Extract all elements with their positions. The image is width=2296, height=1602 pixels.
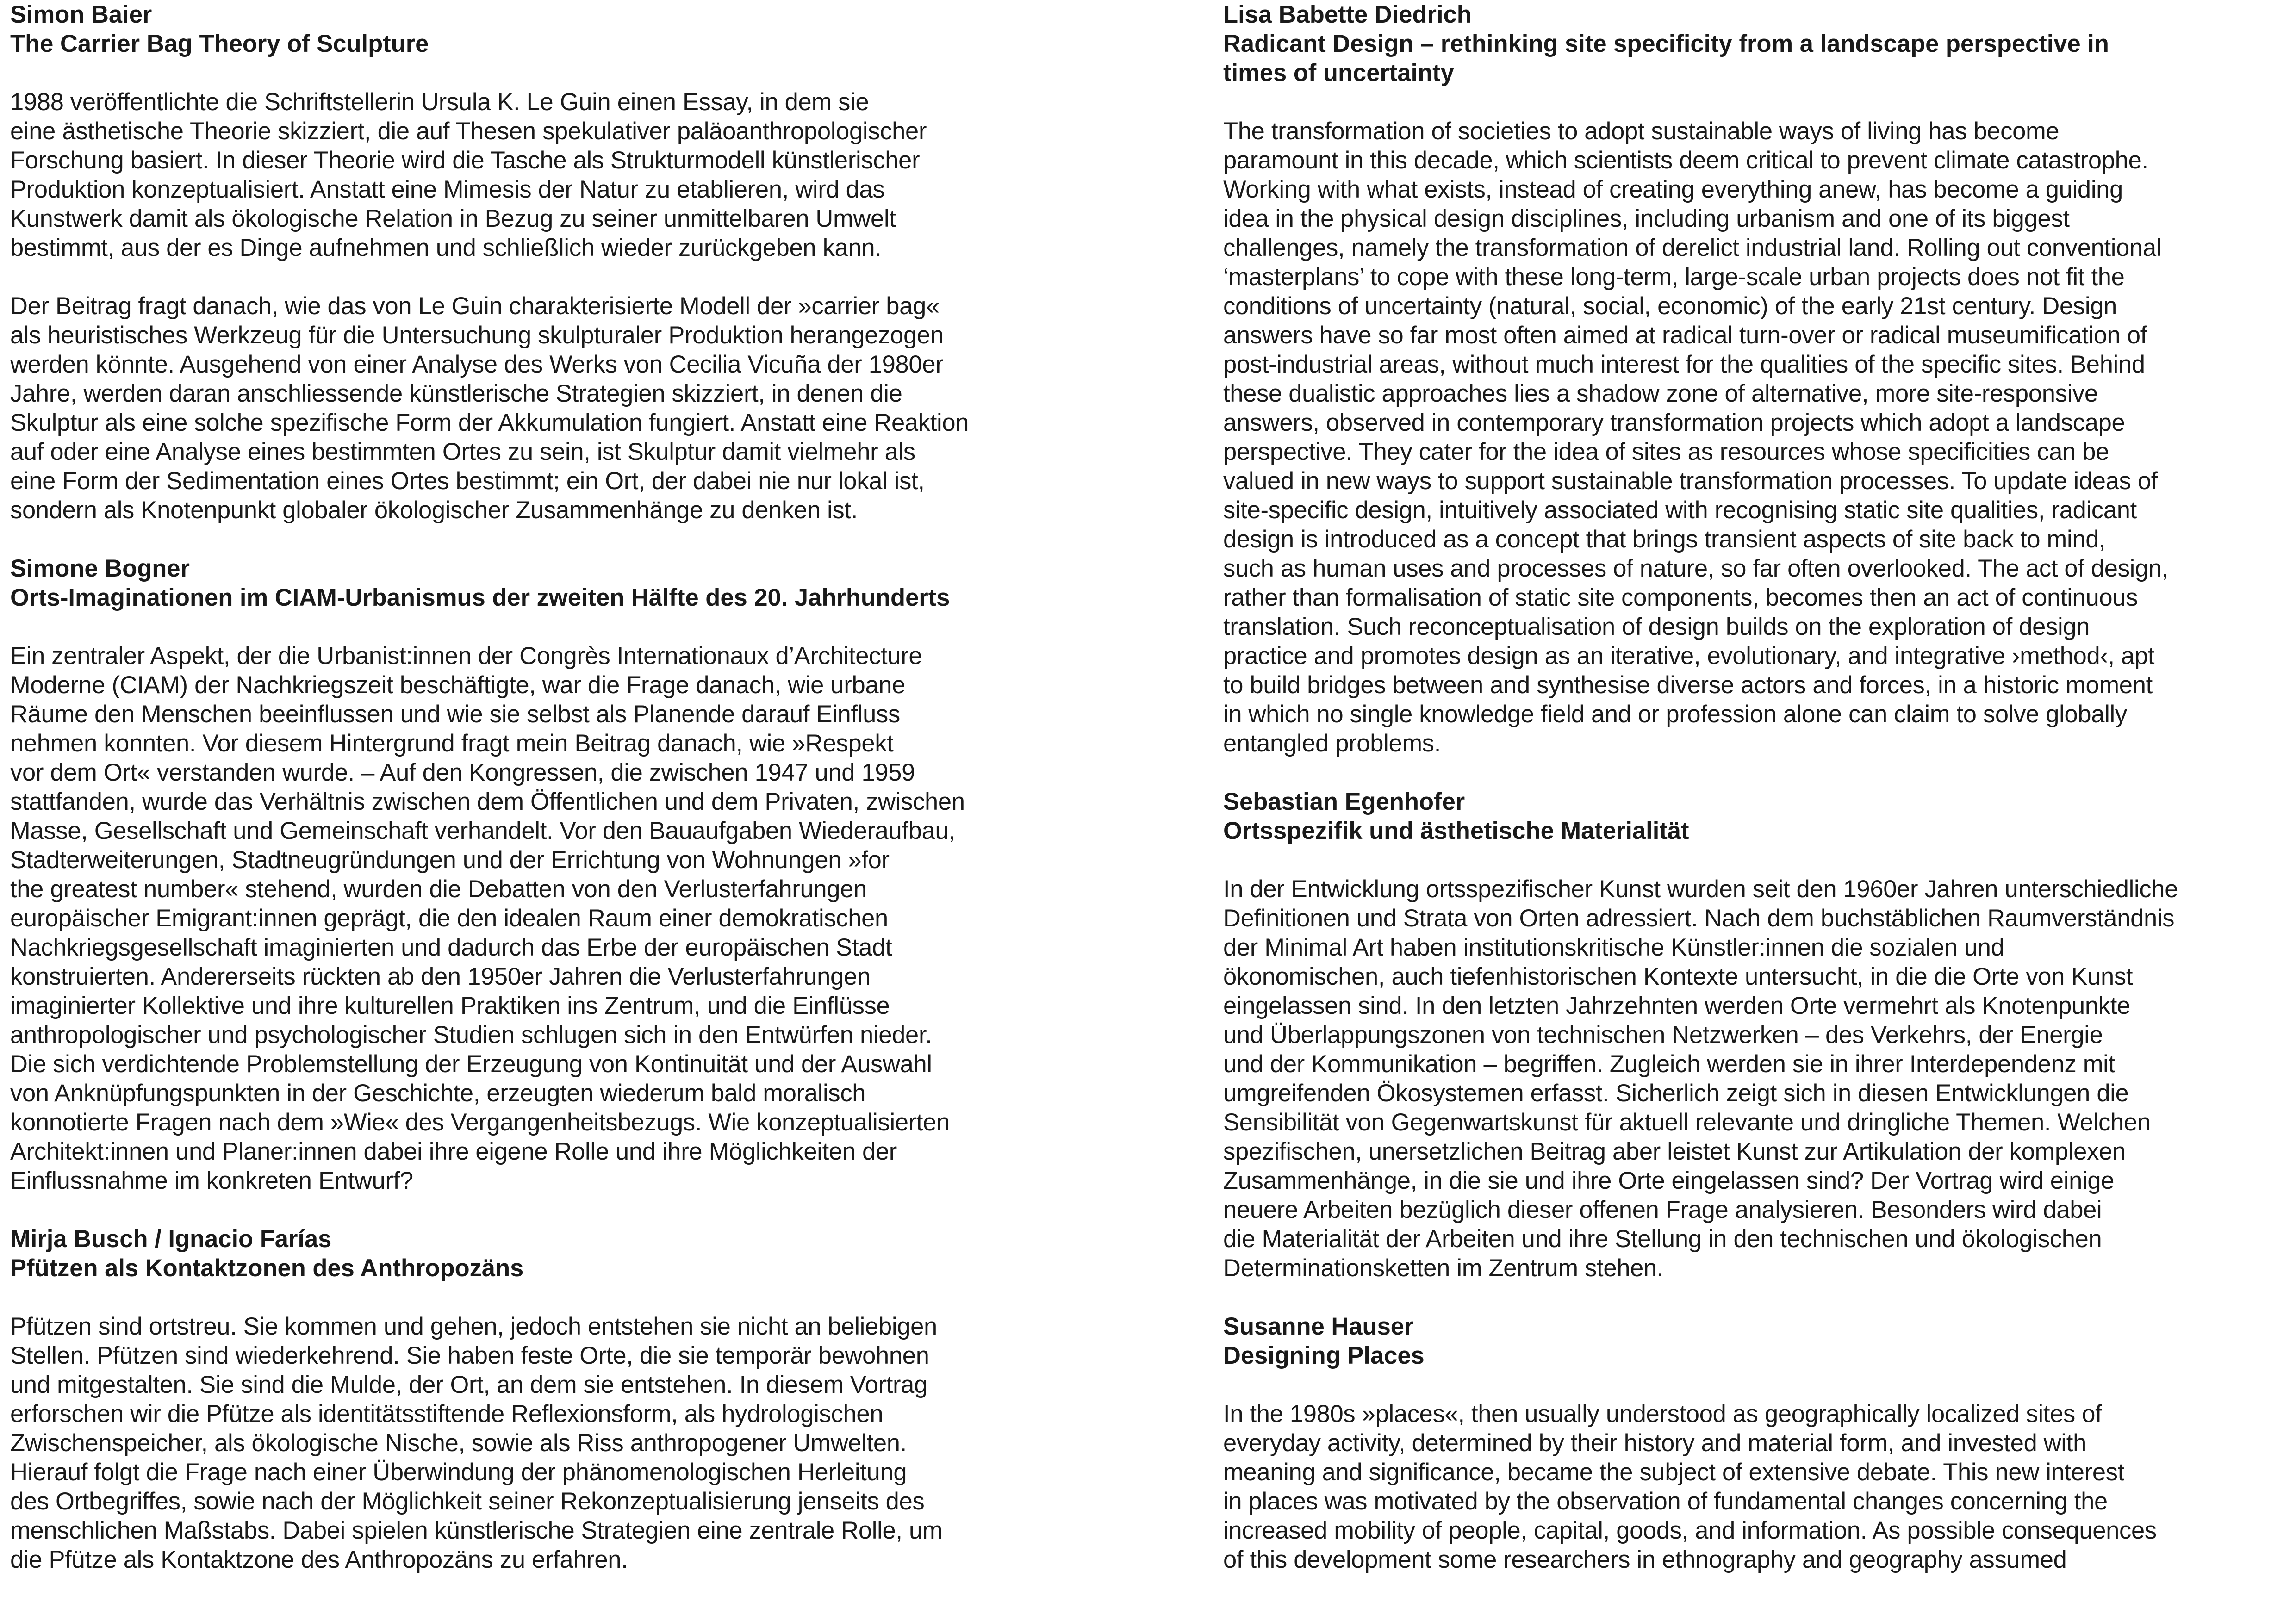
spacer	[1223, 845, 2296, 875]
text-line: everyday activity, determined by their history and material form, and invested with	[1223, 1429, 2086, 1457]
talk-title: Pfützen als Kontaktzonen des Anthropozäns	[10, 1254, 524, 1282]
text-line: Zwischenspeicher, als ökologische Nische, sowie als Riss anthropogener Umwelten.	[10, 1429, 907, 1457]
text-line: des Ortbegriffes, sowie nach der Möglichkeit seiner Rekonzeptualisierung jenseits des	[10, 1488, 925, 1515]
text-line: increased mobility of people, capital, goods, and information. As possible consequences	[1223, 1517, 2157, 1544]
author-name: Simone Bogner	[10, 555, 190, 582]
text-line: bestimmt, aus der es Dinge aufnehmen und schließlich wieder zurückgeben kann.	[10, 234, 882, 261]
text-line: Hierauf folgt die Frage nach einer Überwindung der phänomenologischen Herleitung	[10, 1459, 907, 1486]
spacer	[10, 612, 1112, 641]
text-line: eingelassen sind. In den letzten Jahrzehnten werden Orte vermehrt als Knotenpunkte	[1223, 992, 2130, 1019]
text-line: in which no single knowledge field and or profession alone can claim to solve globally	[1223, 701, 2127, 728]
text-line: rather than formalisation of static site components, becomes then an act of continuous	[1223, 584, 2138, 611]
text-line: 1988 veröffentlichte die Schriftstellerin Ursula K. Le Guin einen Essay, in dem sie	[10, 88, 869, 116]
text-line: Einflussnahme im konkreten Entwurf?	[10, 1167, 413, 1194]
text-line: Determinationsketten im Zentrum stehen.	[1223, 1254, 1664, 1282]
text-line: conditions of uncertainty (natural, social, economic) of the early 21st century. Design	[1223, 292, 2117, 320]
text-line: challenges, namely the transformation of derelict industrial land. Rolling out conventional	[1223, 234, 2162, 261]
text-line: imaginierter Kollektive und ihre kulturellen Praktiken ins Zentrum, und die Einflüsse	[10, 992, 890, 1019]
text-line: paramount in this decade, which scientists deem critical to prevent climate catastrophe.	[1223, 147, 2148, 174]
text-line: von Anknüpfungspunkten in der Geschichte, erzeugten wiederum bald moralisch	[10, 1080, 866, 1107]
text-line: Pfützen sind ortstreu. Sie kommen und gehen, jedoch entstehen sie nicht an beliebigen	[10, 1313, 937, 1340]
text-line: design is introduced as a concept that brings transient aspects of site back to mind,	[1223, 526, 2106, 553]
text-line: Architekt:innen und Planer:innen dabei ihre eigene Rolle und ihre Möglichkeiten der	[10, 1138, 897, 1165]
text-line: answers have so far most often aimed at radical turn-over or radical museumification of	[1223, 322, 2147, 349]
abstract-paragraph	[10, 1312, 1112, 1574]
text-line: auf oder eine Analyse eines bestimmten Ortes zu sein, ist Skulptur damit vielmehr als	[10, 438, 915, 466]
entry-simon-baier	[10, 0, 1112, 525]
entry-simone-bogner	[10, 554, 1112, 1195]
text-line: the greatest number« stehend, wurden die Debatten von den Verlusterfahrungen	[10, 876, 867, 903]
text-line: in places was motivated by the observation of fundamental changes concerning the	[1223, 1488, 2108, 1515]
text-line: umgreifenden Ökosystemen erfasst. Sicherlich zeigt sich in diesen Entwicklungen die	[1223, 1080, 2129, 1107]
abstract-paragraph	[1223, 117, 2296, 758]
text-line: und mitgestalten. Sie sind die Mulde, der Ort, an dem sie entstehen. In diesem Vortrag	[10, 1371, 927, 1398]
text-line: Produktion konzeptualisiert. Anstatt eine Mimesis der Natur zu etablieren, wird das	[10, 176, 885, 203]
text-line: nehmen konnten. Vor diesem Hintergrund fragt mein Beitrag danach, wie »Respekt	[10, 730, 894, 757]
text-line: In der Entwicklung ortsspezifischer Kunst wurden seit den 1960er Jahren unterschiedliche	[1223, 876, 2178, 903]
abstract-paragraph	[1223, 875, 2296, 1283]
author-name: Mirja Busch / Ignacio Farías	[10, 1225, 332, 1253]
author-name: Lisa Babette Diedrich	[1223, 1, 1472, 28]
text-line: Die sich verdichtende Problemstellung der Erzeugung von Kontinuität und der Auswahl	[10, 1050, 932, 1078]
text-line: ökonomischen, auch tiefenhistorischen Kontexte untersucht, in die die Orte von Kunst	[1223, 963, 2133, 990]
text-line: Skulptur als eine solche spezifische Form der Akkumulation fungiert. Anstatt eine Reaktion	[10, 409, 969, 436]
text-line: als heuristisches Werkzeug für die Untersuchung skulpturaler Produktion herangezogen	[10, 322, 944, 349]
left-column	[10, 0, 1112, 1574]
text-line: erforschen wir die Pfütze als identitätsstiftende Reflexionsform, als hydrologischen	[10, 1400, 884, 1428]
talk-title: Orts-Imaginationen im CIAM-Urbanismus der zweiten Hälfte des 20. Jahrhunderts	[10, 584, 950, 611]
text-line: Masse, Gesellschaft und Gemeinschaft verhandelt. Vor den Bauaufgaben Wiederaufbau,	[10, 817, 955, 844]
text-line: anthropologischer und psychologischer Studien schlugen sich in den Entwürfen nieder.	[10, 1021, 932, 1049]
text-line: konnotierte Fragen nach dem »Wie« des Vergangenheitsbezugs. Wie konzeptualisierten	[10, 1109, 950, 1136]
text-line: vor dem Ort« verstanden wurde. – Auf den Kongressen, die zwischen 1947 und 1959	[10, 759, 915, 786]
talk-title: Ortsspezifik und ästhetische Materialität	[1223, 817, 1689, 844]
text-line: menschlichen Maßstabs. Dabei spielen künstlerische Strategien eine zentrale Rolle, um	[10, 1517, 943, 1544]
text-line: post-industrial areas, without much interest for the qualities of the specific sites. Behind	[1223, 351, 2145, 378]
text-line: answers, observed in contemporary transformation projects which adopt a landscape	[1223, 409, 2125, 436]
text-line: stattfanden, wurde das Verhältnis zwischen dem Öffentlichen und dem Privaten, zwischen	[10, 788, 965, 815]
talk-title: times of uncertainty	[1223, 59, 1454, 87]
talk-title: Radicant Design – rethinking site specificity from a landscape perspective in	[1223, 30, 2109, 57]
spacer	[10, 262, 1112, 292]
spacer	[10, 1283, 1112, 1312]
text-line: die Materialität der Arbeiten und ihre Stellung in den technischen und ökologischen	[1223, 1225, 2102, 1253]
text-line: Forschung basiert. In dieser Theorie wird die Tasche als Strukturmodell künstlerischer	[10, 147, 920, 174]
spacer	[1223, 1283, 2296, 1312]
spacer	[10, 58, 1112, 87]
text-line: Stellen. Pfützen sind wiederkehrend. Sie haben feste Orte, die sie temporär bewohnen	[10, 1342, 929, 1369]
abstract-paragraph	[10, 87, 1112, 262]
entry-susanne-hauser	[1223, 1312, 2296, 1574]
text-line: eine Form der Sedimentation eines Ortes bestimmt; ein Ort, der dabei nie nur lokal ist,	[10, 467, 925, 495]
text-line: der Minimal Art haben institutionskritische Künstler:innen die sozialen und	[1223, 934, 2004, 961]
text-line: werden könnte. Ausgehend von einer Analyse des Werks von Cecilia Vicuña der 1980er	[10, 351, 944, 378]
text-line: Stadterweiterungen, Stadtneugründungen und der Errichtung von Wohnungen »for	[10, 846, 890, 874]
spacer	[10, 1195, 1112, 1224]
text-line: meaning and significance, became the subject of extensive debate. This new interest	[1223, 1459, 2124, 1486]
text-line: The transformation of societies to adopt sustainable ways of living has become	[1223, 118, 2060, 145]
text-line: entangled problems.	[1223, 730, 1441, 757]
author-name: Sebastian Egenhofer	[1223, 788, 1465, 815]
text-line: such as human uses and processes of nature, so far often overlooked. The act of design,	[1223, 555, 2169, 582]
text-line: these dualistic approaches lies a shadow zone of alternative, more site-responsive	[1223, 380, 2098, 407]
entry-sebastian-egenhofer	[1223, 787, 2296, 1283]
text-line: ‘masterplans’ to cope with these long-term, large-scale urban projects does not fit the	[1223, 263, 2125, 291]
text-line: site-specific design, intuitively associated with recognising static site qualities, radicant	[1223, 497, 2137, 524]
text-line: und der Kommunikation – begriffen. Zugleich werden sie in ihrer Interdependenz mit	[1223, 1050, 2115, 1078]
text-line: Moderne (CIAM) der Nachkriegszeit beschäftigte, war die Frage danach, wie urbane	[10, 671, 906, 699]
talk-title: Designing Places	[1223, 1342, 1425, 1369]
text-line: Jahre, werden daran anschliessende künstlerische Strategien skizziert, in denen die	[10, 380, 902, 407]
text-line: und Überlappungszonen von technischen Netzwerken – des Verkehrs, der Energie	[1223, 1021, 2103, 1049]
talk-title: The Carrier Bag Theory of Sculpture	[10, 30, 429, 57]
text-line: Ein zentraler Aspekt, der die Urbanist:innen der Congrès Internationaux d’Architecture	[10, 642, 922, 670]
text-line: perspective. They cater for the idea of sites as resources whose specificities can be	[1223, 438, 2109, 466]
text-line: sondern als Knotenpunkt globaler ökologischer Zusammenhänge zu denken ist.	[10, 497, 858, 524]
text-line: valued in new ways to support sustainable transformation processes. To update ideas of	[1223, 467, 2158, 495]
text-line: europäischer Emigrant:innen geprägt, die den idealen Raum einer demokratischen	[10, 905, 888, 932]
text-line: die Pfütze als Kontaktzone des Anthropozäns zu erfahren.	[10, 1546, 628, 1573]
text-line: konstruierten. Andererseits rückten ab den 1950er Jahren die Verlusterfahrungen	[10, 963, 871, 990]
entry-mirja-busch-ignacio-farias	[10, 1224, 1112, 1574]
spacer	[1223, 1370, 2296, 1399]
abstract-paragraph	[10, 292, 1112, 525]
spacer	[1223, 87, 2296, 117]
text-line: Nachkriegsgesellschaft imaginierten und dadurch das Erbe der europäischen Stadt	[10, 934, 892, 961]
text-line: idea in the physical design disciplines, including urbanism and one of its biggest	[1223, 205, 2070, 232]
text-line: Definitionen und Strata von Orten adressiert. Nach dem buchstäblichen Raumverständnis	[1223, 905, 2175, 932]
spacer	[10, 525, 1112, 554]
text-line: practice and promotes design as an iterative, evolutionary, and integrative ›method‹, apt	[1223, 642, 2155, 670]
spacer	[1223, 758, 2296, 787]
text-line: Working with what exists, instead of creating everything anew, has become a guiding	[1223, 176, 2123, 203]
entry-lisa-babette-diedrich	[1223, 0, 2296, 758]
author-name: Simon Baier	[10, 1, 152, 28]
right-column	[1223, 0, 2296, 1574]
text-line: Räume den Menschen beeinflussen und wie sie selbst als Planende darauf Einfluss	[10, 701, 900, 728]
text-line: Sensibilität von Gegenwartskunst für aktuell relevante und dringliche Themen. Welchen	[1223, 1109, 2151, 1136]
text-line: Kunstwerk damit als ökologische Relation in Bezug zu seiner unmittelbaren Umwelt	[10, 205, 896, 232]
author-name: Susanne Hauser	[1223, 1313, 1414, 1340]
abstract-paragraph	[10, 641, 1112, 1195]
text-line: to build bridges between and synthesise diverse actors and forces, in a historic moment	[1223, 671, 2153, 699]
text-line: translation. Such reconceptualisation of design builds on the exploration of design	[1223, 613, 2090, 640]
text-line: Zusammenhänge, in die sie und ihre Orte eingelassen sind? Der Vortrag wird einige	[1223, 1167, 2115, 1194]
text-line: neuere Arbeiten bezüglich dieser offenen Frage analysieren. Besonders wird dabei	[1223, 1196, 2102, 1223]
text-line: spezifischen, unersetzlichen Beitrag aber leistet Kunst zur Artikulation der komplexen	[1223, 1138, 2126, 1165]
text-line: In the 1980s »places«, then usually understood as geographically localized sites of	[1223, 1400, 2102, 1428]
text-line: eine ästhetische Theorie skizziert, die auf Thesen spekulativer paläoanthropologischer	[10, 118, 927, 145]
text-line: of this development some researchers in ethnography and geography assumed	[1223, 1546, 2067, 1573]
text-line: Der Beitrag fragt danach, wie das von Le Guin charakterisierte Modell der »carrier bag«	[10, 292, 940, 320]
abstract-paragraph	[1223, 1399, 2296, 1574]
